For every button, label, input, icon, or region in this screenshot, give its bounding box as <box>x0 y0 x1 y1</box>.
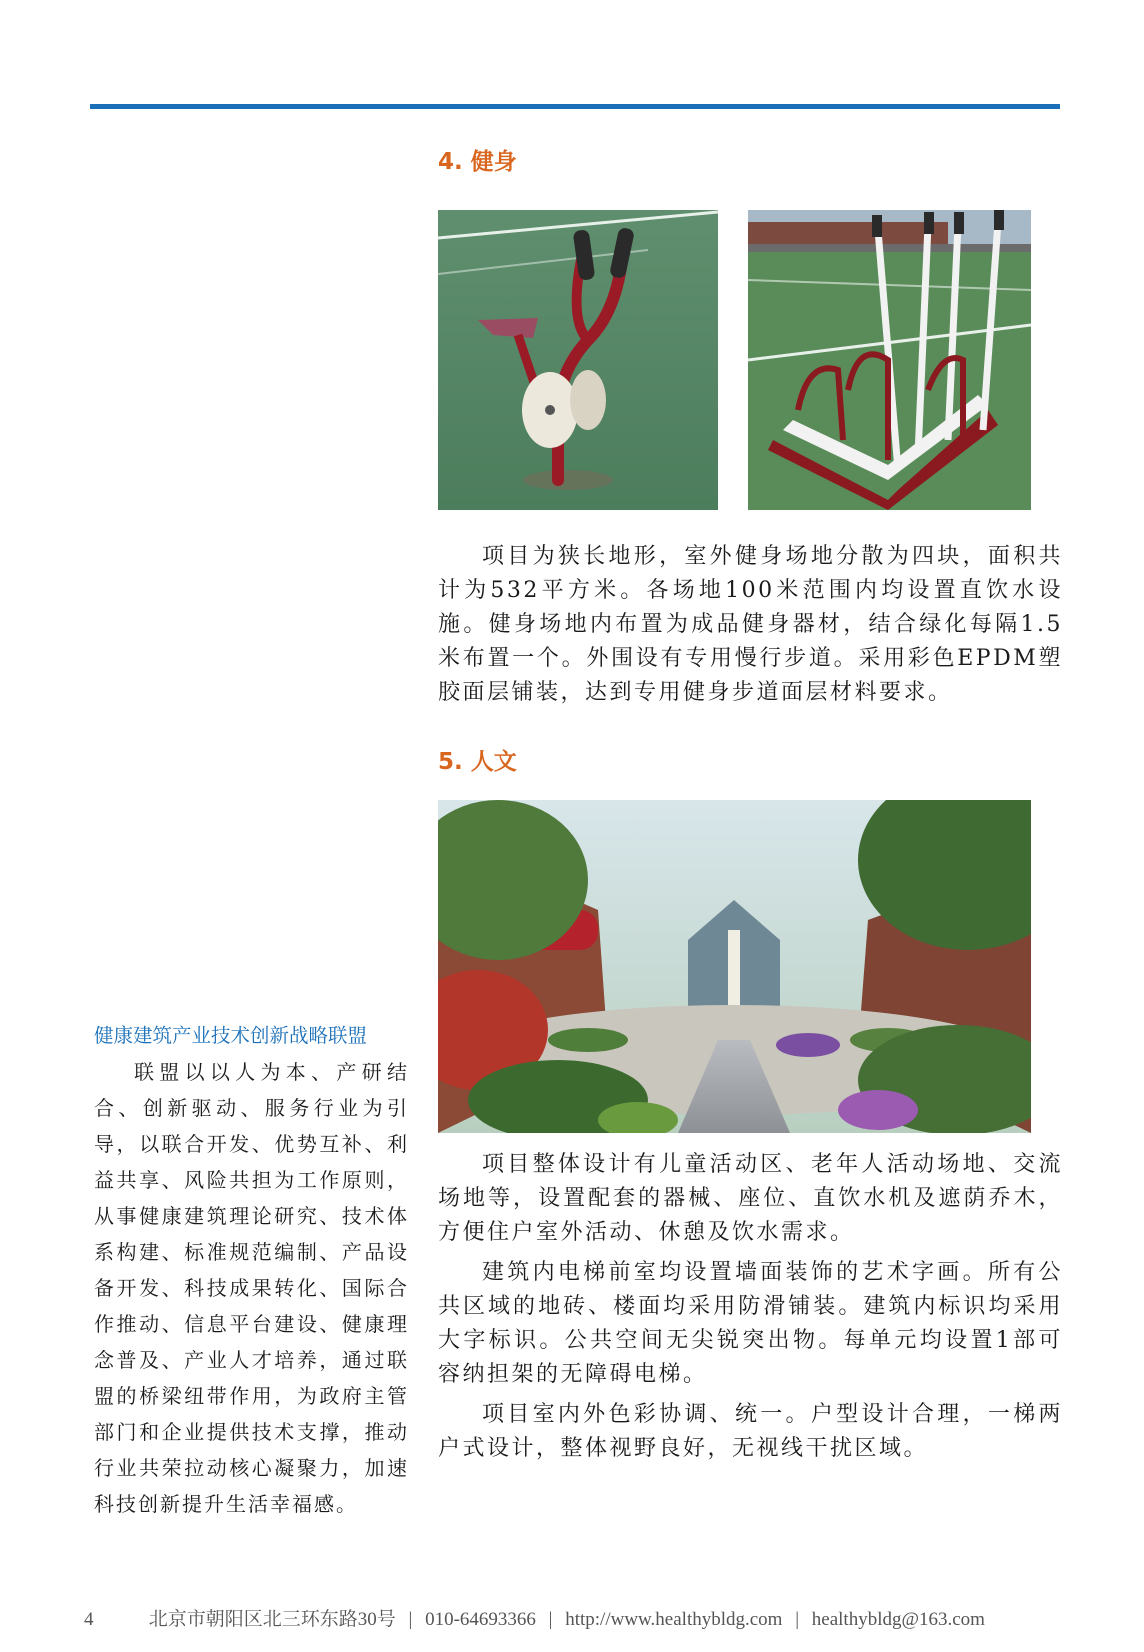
sidebar-text: 联盟以以人为本、产研结合、创新驱动、服务行业为引导，以联合开发、优势互补、利益共享、风险共担为工作原则，从事健康建筑理论研究、技术体系构建、标准规范编制、产品设备开发、科技成果转化、国际合作推动、信息平台建设、健康理念普及、产业人才培养，通过联盟的桥梁纽带作用，为政府主管部门和企业提供技术支撑，推动行业共荣拉动核心凝聚力，加速科技创新提升生活幸福感。 <box>94 1060 409 1516</box>
footer-phone: 010-64693366 <box>425 1609 536 1630</box>
humanities-paragraph-3: 项目室内外色彩协调、统一。户型设计合理，一梯两户式设计，整体视野良好，无视线干扰区域。 <box>438 1402 1063 1461</box>
footer-address: 北京市朝阳区北三环东路30号 <box>148 1609 396 1630</box>
sidebar-title: 健康建筑产业技术创新战略联盟 <box>94 1024 368 1047</box>
footer-separator: | <box>408 1609 413 1630</box>
humanities-paragraph-2: 建筑内电梯前室均设置墙面装饰的艺术字画。所有公共区域的地砖、楼面均采用防滑铺装。建筑内标识均采用大字标识。公共空间无尖锐突出物。每单元均设置1部可容纳担架的无障碍电梯。 <box>438 1260 1063 1387</box>
fitness-paragraph-text: 项目为狭长地形，室外健身场地分散为四块，面积共计为532平方米。各场地100米范围内均设置直饮水设施。健身场地内布置为成品健身器材，结合绿化每隔1.5米布置一个。外围设有专用慢行步道。采用彩色EPDM塑胶面层铺装，达到专用健身步道面层材料要求。 <box>438 544 1063 705</box>
header-rule <box>90 104 1060 109</box>
garden-courtyard-photo <box>438 800 1031 1133</box>
fitness-heading: 4. 健身 <box>438 149 517 175</box>
footer-separator: | <box>795 1609 800 1630</box>
fitness-bike-photo <box>438 210 718 510</box>
page-footer <box>80 1604 1070 1631</box>
fitness-paragraph <box>438 540 1063 710</box>
footer-separator: | <box>548 1609 553 1630</box>
footer-email-link[interactable]: healthybldg@163.com <box>811 1609 985 1630</box>
fitness-elliptical-photo <box>748 210 1031 510</box>
humanities-paragraphs <box>438 1148 1063 1466</box>
humanities-heading: 5. 人文 <box>438 749 517 775</box>
footer-website-link[interactable]: http://www.healthybldg.com <box>565 1609 783 1630</box>
humanities-paragraph-1: 项目整体设计有儿童活动区、老年人活动场地、交流场地等，设置配套的器械、座位、直饮水机及遮荫乔木，方便住户室外活动、休憩及饮水需求。 <box>438 1152 1063 1245</box>
page-number: 4 <box>84 1609 94 1630</box>
